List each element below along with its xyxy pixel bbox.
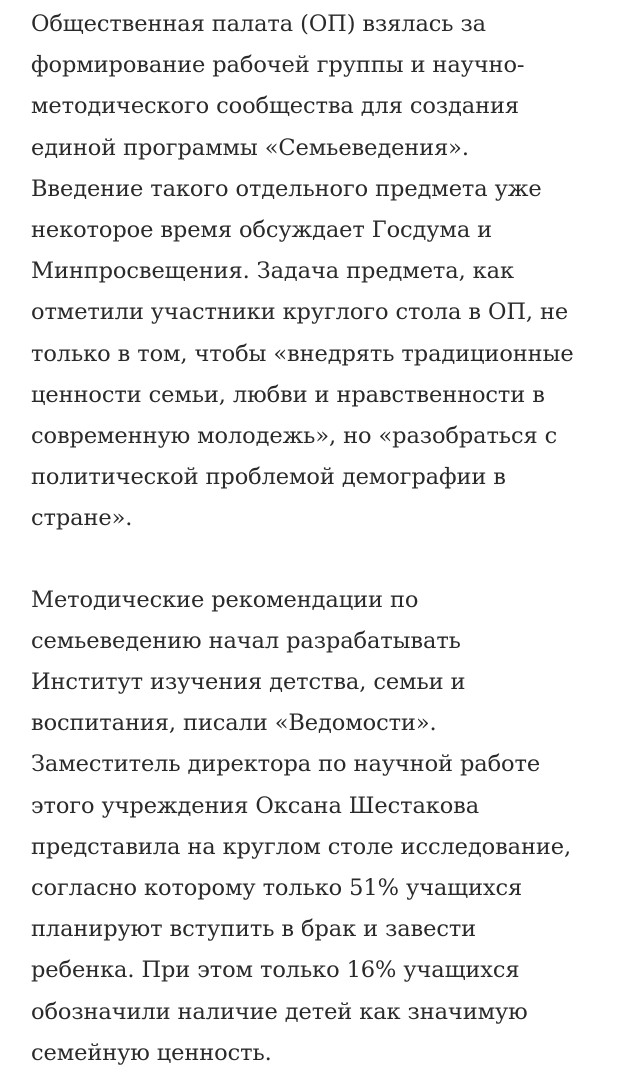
paragraph-line: воспитания, писали «Ведомости». [31, 710, 437, 737]
article-paragraph-1 [31, 4, 600, 540]
paragraph-line: этого учреждения Оксана Шестакова [31, 792, 480, 819]
paragraph-line: некоторое время обсуждает Госдума и [31, 217, 493, 244]
paragraph-line: Введение такого отдельного предмета уже [31, 175, 542, 202]
paragraph-line: Минпросвещения. Задача предмета, как [31, 258, 514, 285]
paragraph-line: Общественная палата (ОП) взялась за [31, 11, 486, 37]
paragraph-line: ценности семьи, любви и нравственности в [31, 381, 545, 408]
paragraph-line: Методические рекомендации по [31, 586, 419, 613]
paragraph-line: стране». [31, 505, 133, 532]
paragraph-line: семьеведению начал разрабатывать [31, 627, 461, 654]
paragraph-line: согласно которому только 51% учащихся [31, 875, 523, 902]
paragraph-line: Институт изучения детства, семьи и [31, 669, 466, 696]
paragraph-line: ребенка. При этом только 16% учащихся [31, 957, 520, 984]
paragraph-line: методического сообщества для создания [31, 93, 519, 120]
article-body [0, 4, 620, 1074]
paragraph-line: представила на круглом столе исследование, [31, 833, 572, 860]
article-paragraph-2 [31, 580, 600, 1074]
paragraph-line: семейную ценность. [31, 1039, 272, 1066]
paragraph-line: только в том, чтобы «внедрять традиционные [31, 340, 574, 367]
paragraph-line: современную молодежь», но «разобраться с [31, 423, 558, 450]
paragraph-line: единой программы «Семьеведения». [31, 134, 469, 161]
paragraph-line: отметили участники круглого стола в ОП, не [31, 299, 569, 326]
paragraph-line: Заместитель директора по научной работе [31, 751, 541, 778]
paragraph-line: обозначили наличие детей как значимую [31, 998, 528, 1025]
paragraph-line: планируют вступить в брак и завести [31, 916, 477, 943]
paragraph-line: политической проблемой демографии в [31, 464, 506, 491]
paragraph-line: формирование рабочей группы и научно- [31, 52, 525, 79]
